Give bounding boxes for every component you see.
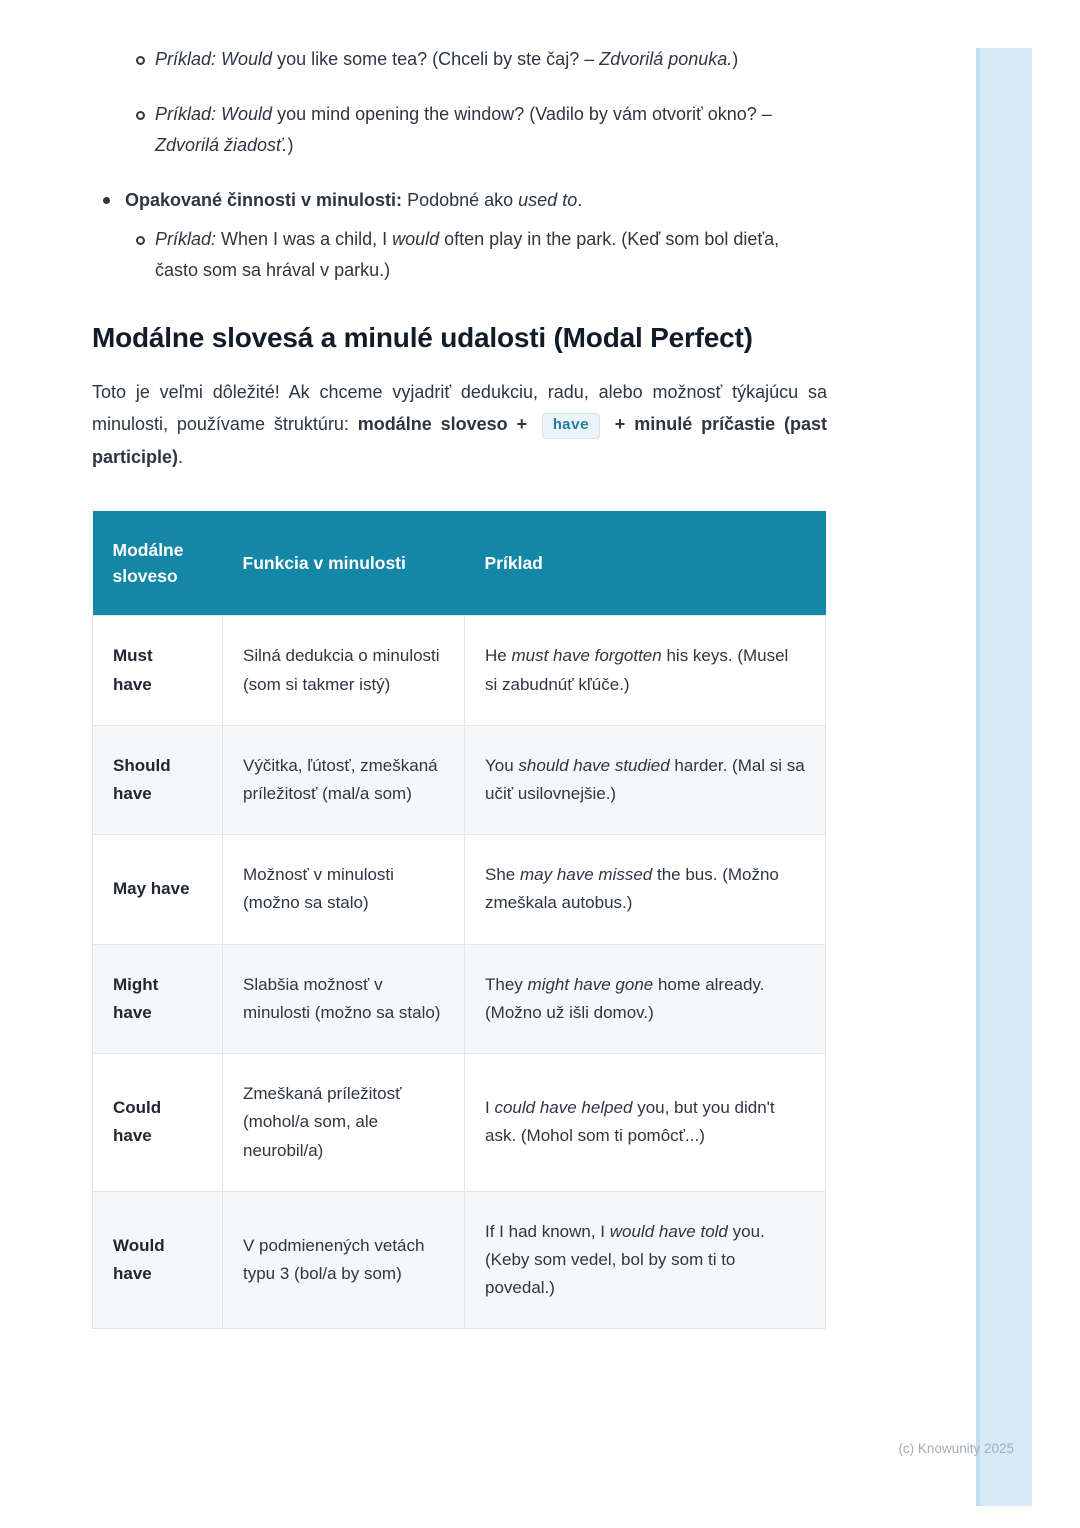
example-cell: You should have studied harder. (Mal si sa učiť usilovnejšie.)	[465, 725, 826, 834]
list-item	[92, 185, 827, 216]
example-cell: He must have forgotten his keys. (Musel si zabudnúť kľúče.)	[465, 616, 826, 725]
list-item	[92, 99, 827, 161]
modal-verb-cell: Should have	[93, 725, 223, 834]
example-cell: They might have gone home already. (Možno už išli domov.)	[465, 944, 826, 1053]
table-header	[93, 511, 826, 616]
table-body	[93, 616, 826, 1329]
table-row	[93, 616, 826, 725]
table-row	[93, 835, 826, 944]
header-cell-modal: Modálne sloveso	[93, 511, 223, 616]
table-row	[93, 725, 826, 834]
list-item	[92, 224, 827, 286]
section-title: Modálne slovesá a minulé udalosti (Modal Perfect)	[92, 321, 753, 353]
disc-bullet-icon	[103, 197, 110, 204]
footer-credit: (c) Knowunity 2025	[898, 1441, 1014, 1456]
document-content	[92, 44, 827, 1329]
function-cell: Zmeškaná príležitosť (mohol/a som, ale neurobil/a)	[223, 1054, 465, 1192]
header-cell-function: Funkcia v minulosti	[223, 511, 465, 616]
function-cell: Výčitka, ľútosť, zmeškaná príležitosť (mal/a som)	[223, 725, 465, 834]
function-cell: Možnosť v minulosti (možno sa stalo)	[223, 835, 465, 944]
list-item-text: Príklad: Would you like some tea? (Chceli by ste čaj? – Zdvorilá ponuka.)	[155, 49, 739, 69]
modal-perfect-table	[92, 511, 826, 1330]
modal-verb-cell: Would have	[93, 1191, 223, 1329]
table-row	[93, 944, 826, 1053]
list-item-text: Príklad: When I was a child, I would often play in the park. (Keď som bol dieťa, často som sa hrával v parku.)	[155, 228, 780, 280]
list-item	[92, 44, 827, 75]
table-row	[93, 1054, 826, 1192]
header-cell-example: Príklad	[465, 511, 826, 616]
example-cell: She may have missed the bus. (Možno zmeškala autobus.)	[465, 835, 826, 944]
modal-verb-cell: May have	[93, 835, 223, 944]
list-item-text: Opakované činnosti v minulosti: Podobné ako used to.	[125, 189, 583, 210]
circle-bullet-icon	[136, 56, 145, 65]
modal-verb-cell: Must have	[93, 616, 223, 725]
page-edge-decoration	[976, 48, 1032, 1506]
circle-bullet-icon	[136, 236, 145, 245]
table-header-row	[93, 511, 826, 616]
intro-paragraph: Toto je veľmi dôležité! Ak chceme vyjadriť dedukciu, radu, alebo možnosť týkajúcu sa minulosti, používame štruktúru: modálne sloveso + have + minulé príčastie (past participle).	[92, 381, 827, 467]
modal-verb-cell: Might have	[93, 944, 223, 1053]
example-cell: I could have helped you, but you didn't ask. (Mohol som ti pomôcť...)	[465, 1054, 826, 1192]
example-cell: If I had known, I would have told you. (Keby som vedel, bol by som ti to povedal.)	[465, 1191, 826, 1329]
bullet-list	[92, 44, 827, 286]
modal-verb-cell: Could have	[93, 1054, 223, 1192]
function-cell: Slabšia možnosť v minulosti (možno sa stalo)	[223, 944, 465, 1053]
table-row	[93, 1191, 826, 1329]
list-item-text: Príklad: Would you mind opening the window? (Vadilo by vám otvoriť okno? – Zdvorilá žiadosť.)	[155, 103, 772, 155]
function-cell: Silná dedukcia o minulosti (som si takmer istý)	[223, 616, 465, 725]
function-cell: V podmienených vetách typu 3 (bol/a by som)	[223, 1191, 465, 1329]
circle-bullet-icon	[136, 111, 145, 120]
